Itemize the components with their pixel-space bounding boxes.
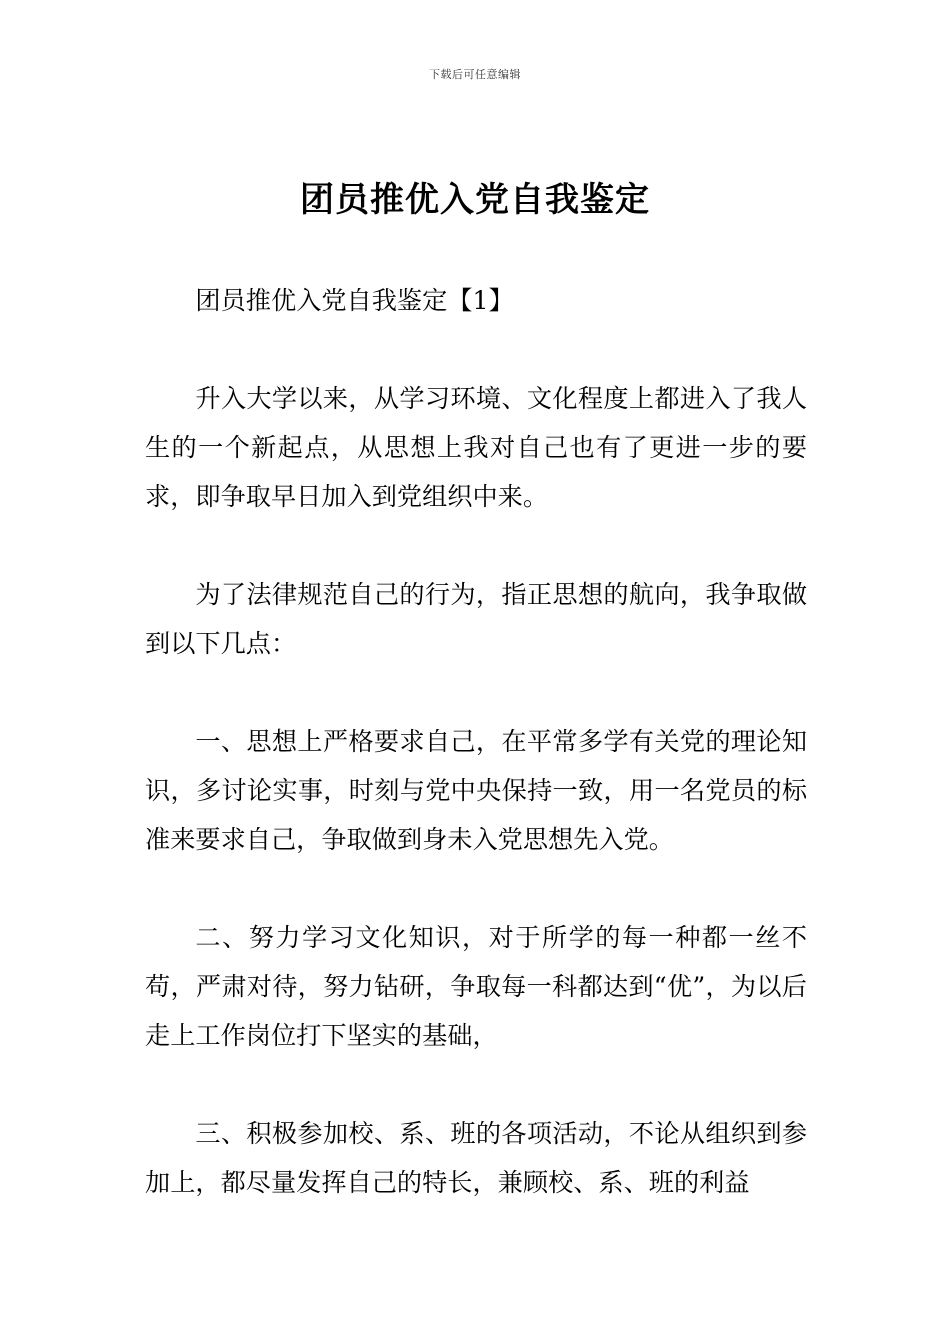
header-note: 下载后可任意编辑 — [429, 68, 521, 81]
paragraph-points-lead: 为了法律规范自己的行为，指正思想的航向，我争取做到以下几点： — [145, 580, 807, 658]
paragraph-intro: 升入大学以来，从学习环境、文化程度上都进入了我人生的一个新起点，从思想上我对自己也有了更进一步的要求，即争取早日加入到党组织中来。 — [145, 384, 807, 511]
document-body — [145, 276, 807, 1207]
document-title: 团员推优入党自我鉴定 — [300, 180, 650, 220]
section-heading: 团员推优入党自我鉴定【1】 — [195, 286, 514, 315]
paragraph-point-2: 二、努力学习文化知识，对于所学的每一种都一丝不苟，严肃对待，努力钻研，争取每一科都达到“优”，为以后走上工作岗位打下坚实的基础， — [145, 923, 807, 1050]
paragraph-point-3: 三、积极参加校、系、班的各项活动，不论从组织到参加上，都尽量发挥自己的特长，兼顾校、系、班的利益 — [145, 1119, 807, 1197]
paragraph-point-1: 一、思想上严格要求自己，在平常多学有关党的理论知识，多讨论实事，时刻与党中央保持一致，用一名党员的标准来要求自己，争取做到身未入党思想先入党。 — [145, 727, 807, 854]
